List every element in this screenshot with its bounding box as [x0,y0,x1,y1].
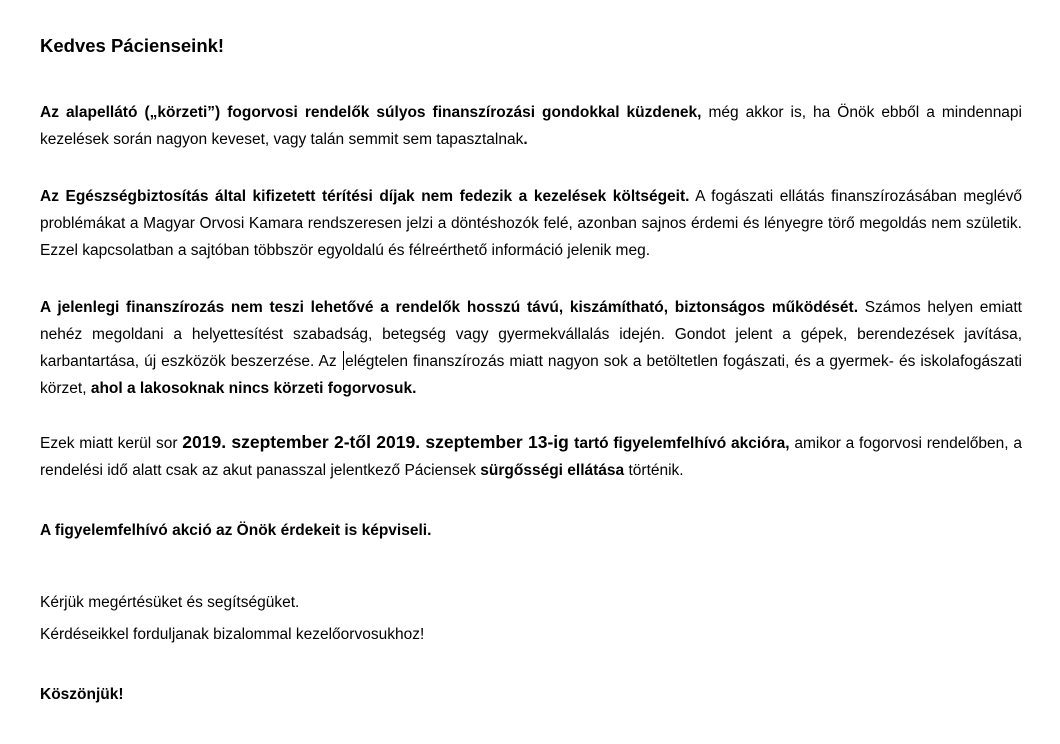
bold-statement: A figyelemfelhívó akció az Önök érdekeit is képviseli. [40,522,432,539]
text-cursor-caret[interactable] [343,351,345,370]
body-text: Számos helyen emiatt nehéz megoldani a helyettesítést szabadság, betegség vagy gyermekvállalás idején. Gondot jelent a gépek, berendezések javítása, karbantartása, új eszközök beszerzése. Az [40,299,1022,370]
letter-greeting: Kedves Pácienseink! [40,35,225,56]
bold-closing: Köszönjük! [40,686,124,703]
bold-urgent-care: sürgősségi ellátása [480,462,625,479]
body-text: Kérdéseikkel forduljanak bizalommal kezelőorvosukhoz! [40,626,425,643]
action-date-range: 2019. szeptember 2-től 2019. szeptember 13-ig [182,432,575,452]
bold-lead-text: A jelenlegi finanszírozás nem teszi lehetővé a rendelők hosszú távú, kiszámítható, biztonságos működését. [40,299,859,316]
paragraph-action-dates [40,429,1022,484]
paragraph-funding-problems [40,99,1022,153]
bold-action-label: tartó figyelemfelhívó akcióra, [574,435,790,452]
bold-lead-text: Az alapellátó („körzeti”) fogorvosi rendelők súlyos finanszírozási gondokkal küzdenek, [40,104,702,121]
bold-lead-text: Az Egészségbiztosítás által kifizetett térítési díjak nem fedezik a kezelések költségeit. [40,188,690,205]
body-text: Ezek miatt kerül sor [40,435,183,452]
body-text: A fogászati ellátás finanszírozásában meglévő problémákat a Magyar Orvosi Kamara rendszeresen jelzi a döntéshozók felé, azonban sajnos érdemi és lényegre törő megoldás nem születik. Ezzel kapcsolatban a sajtóban többször egyoldalú és félreérthető információ jelenik meg. [40,188,1022,259]
paragraph-thanks-understanding [40,589,1022,616]
bold-period: . [523,131,528,148]
paragraph-action-represents-interests [40,517,1022,544]
paragraph-thank-you [40,681,1022,708]
body-text: történik. [624,462,684,479]
body-text: amikor a fogorvosi rendelőben, a rendelési idő alatt csak az akut panasszal jelentkező Páciensek [40,435,1022,479]
body-text: Kérjük megértésüket és segítségüket. [40,594,300,611]
paragraph-insurance-fees [40,183,1022,264]
body-text: elégtelen finanszírozás miatt nagyon sok a betöltetlen fogászati, és a gyermek- és iskolafogászati körzet, [40,353,1022,397]
paragraph-long-term-operation [40,294,1022,402]
bold-tail-text: ahol a lakosoknak nincs körzeti fogorvosuk. [90,380,417,397]
body-text: még akkor is, ha Önök ebből a mindennapi kezelések során nagyon keveset, vagy talán semmit sem tapasztalnak [40,104,1022,148]
paragraph-questions [40,621,1022,648]
